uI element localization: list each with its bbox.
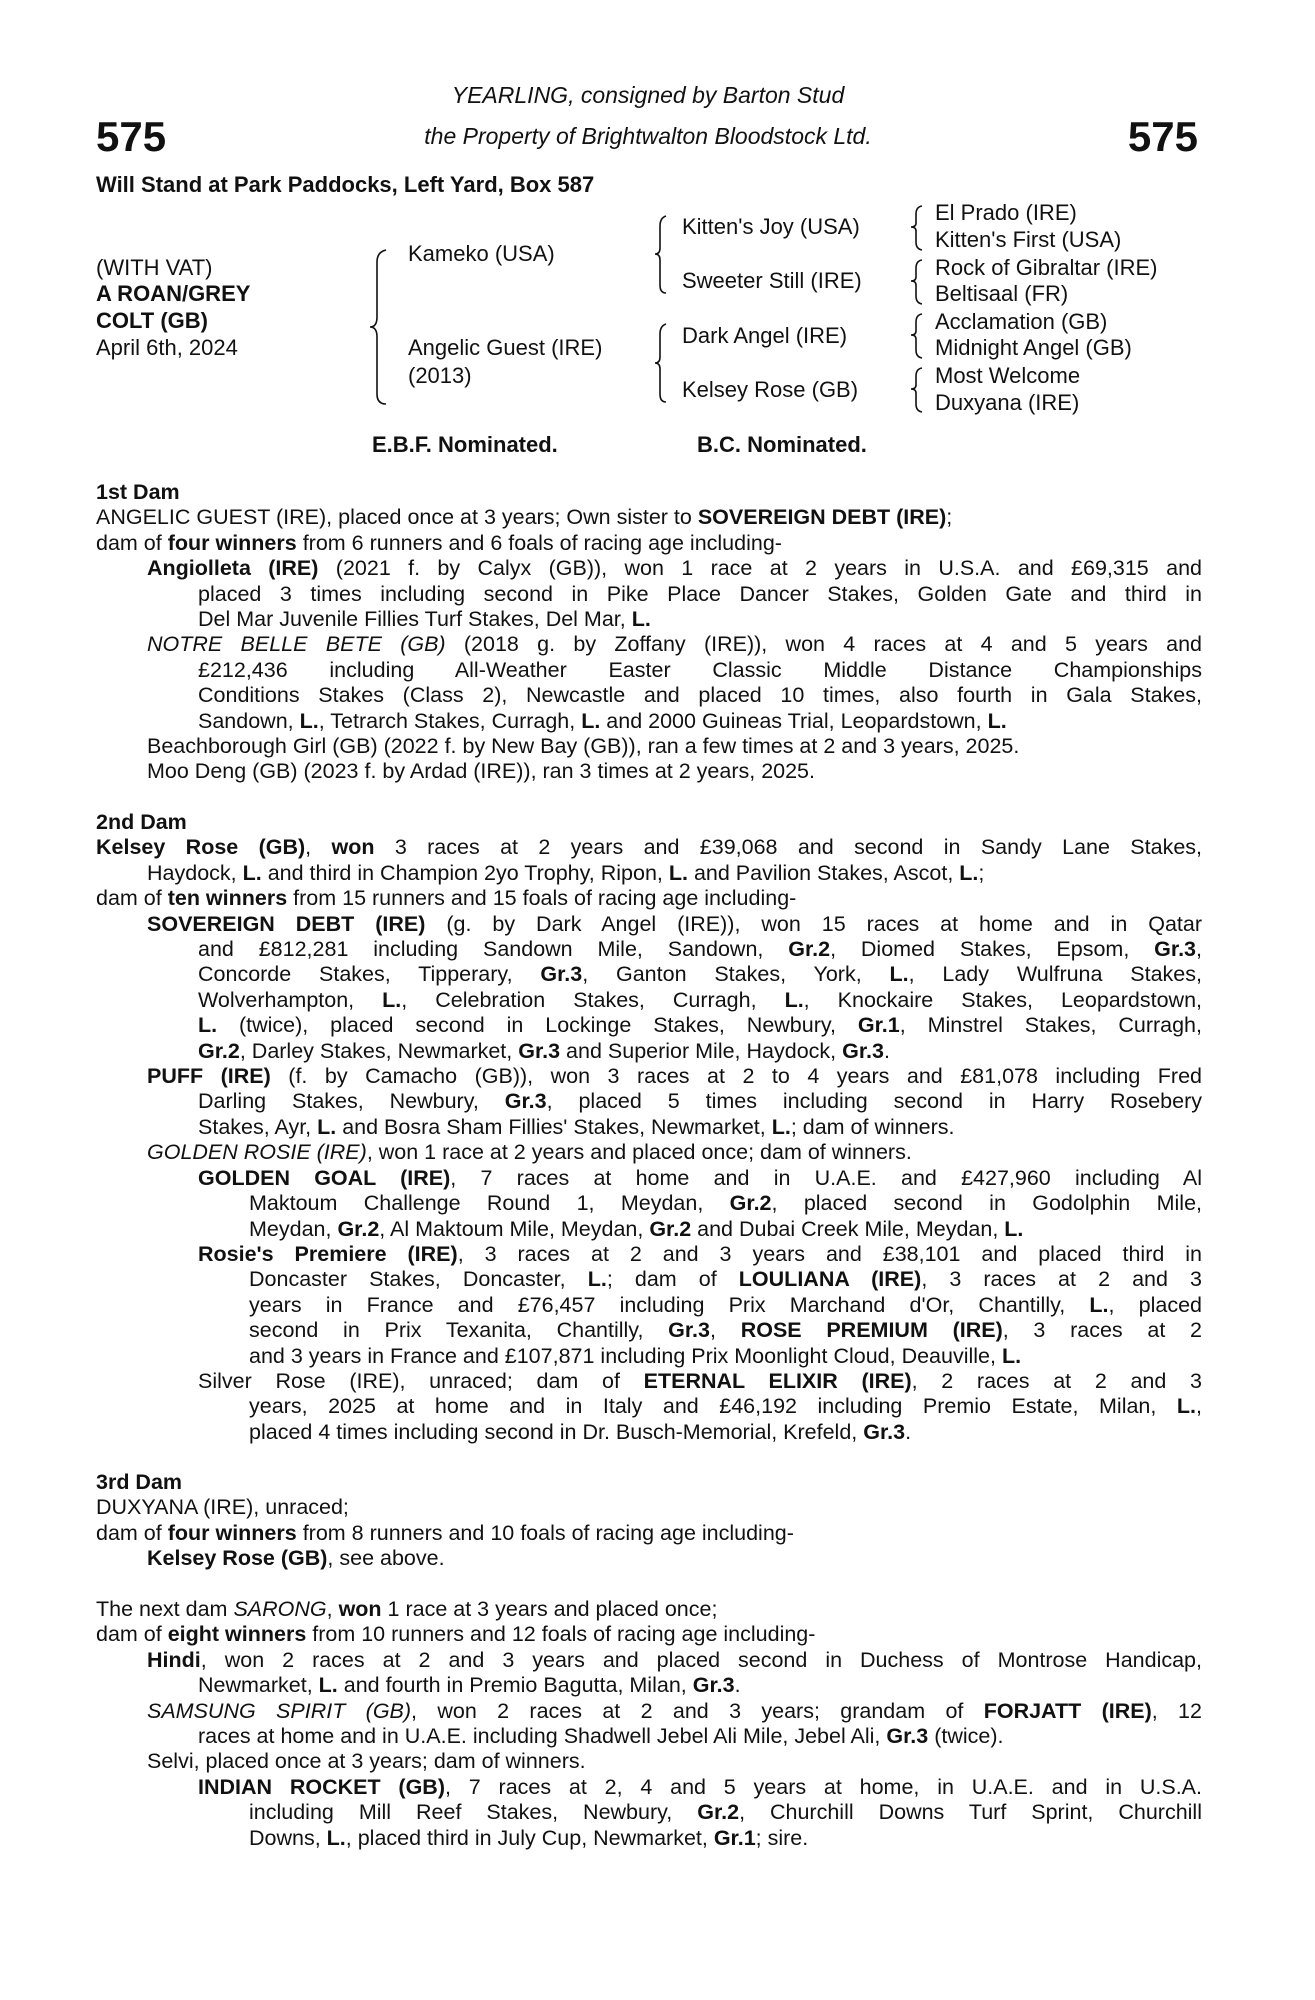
text: , Knockaire Stakes, Leopardstown,: [803, 987, 1202, 1012]
entry-line: [198, 658, 1202, 683]
bold-text: Gr.1: [713, 1825, 756, 1850]
text: , Al Maktoum Mile, Meydan,: [379, 1216, 650, 1241]
bold-text: L.: [581, 708, 601, 733]
text: ,: [305, 835, 332, 860]
pedigree-entry: [96, 1749, 1202, 1774]
entry-line: [96, 531, 1202, 556]
text: 1 race at 3 years and placed once;: [381, 1597, 718, 1621]
text: races at home and in U.A.E. including Shadwell Jebel Ali Mile, Jebel Ali,: [198, 1724, 887, 1749]
location: Will Stand at Park Paddocks, Left Yard, Box 587: [96, 172, 595, 197]
text: (2018 g. by Zoffany (IRE)), won 4 races at 4 and 5 years and: [445, 632, 1202, 657]
text: and Pavilion Stakes, Ascot,: [687, 860, 960, 885]
bold-text: Gr.3: [504, 1089, 547, 1114]
entry-line: [249, 1800, 1202, 1825]
consignor-line: YEARLING, consigned by Barton Stud: [451, 82, 845, 108]
bold-text: Gr.1: [857, 1013, 900, 1038]
entry-line: [96, 1597, 1202, 1622]
text: ANGELIC GUEST (IRE), placed once at 3 years; Own sister to: [96, 505, 698, 530]
bold-text: Gr.3: [886, 1724, 929, 1749]
pedigree-entry: [96, 1648, 1202, 1699]
entry-line: [198, 683, 1202, 708]
text: placed 3 times including second in Pike Place Dancer Stakes, Golden Gate and third in: [198, 581, 1202, 606]
text: , placed: [1108, 1292, 1202, 1317]
bold-text: L.: [784, 987, 804, 1012]
bold-text: GOLDEN GOAL (IRE): [198, 1165, 451, 1190]
lot-number-left: 575: [96, 113, 167, 160]
text: ; dam of: [606, 1267, 739, 1292]
italic-text: SAMSUNG SPIRIT (GB): [147, 1698, 412, 1723]
brace-gen3-3: [911, 314, 922, 358]
pedigree-entry: [96, 835, 1202, 886]
pedigree-dam-sire: Dark Angel (IRE): [682, 323, 848, 348]
bold-text: Gr.2: [697, 1800, 740, 1825]
entry-line: [198, 1115, 1202, 1140]
pedigree-entry: [96, 1699, 1202, 1750]
text: from 10 runners and 12 foals of racing age including-: [306, 1622, 816, 1647]
text: , Churchill Downs Turf Sprint, Churchill: [739, 1800, 1202, 1825]
entry-line: [198, 607, 1202, 632]
text: and £812,281 including Sandown Mile, Sandown,: [198, 937, 789, 962]
section-3rd-dam: [96, 1470, 1202, 1572]
italic-text: SARONG: [233, 1597, 327, 1621]
pedigree-dam-year: (2013): [408, 363, 472, 388]
entry-line: [147, 861, 1202, 886]
bold-text: L.: [1004, 1216, 1024, 1241]
bold-text: Gr.2: [649, 1216, 692, 1241]
text: ; dam of winners.: [790, 1114, 955, 1139]
text: , 7 races at 2, 4 and 5 years at home, in U.A.E. and in U.S.A.: [445, 1774, 1202, 1799]
pedigree-entry: [96, 632, 1202, 734]
text: , won 1 race at 2 years and placed once; dam of winners.: [366, 1140, 912, 1165]
entry-line: [249, 1267, 1202, 1292]
text: and Dubai Creek Mile, Meydan,: [691, 1216, 1005, 1241]
entry-line: [198, 1724, 1202, 1749]
text: Haydock,: [147, 860, 243, 885]
entry-line: [96, 886, 1202, 911]
bold-text: won: [338, 1597, 382, 1621]
bold-text: SOVEREIGN DEBT (IRE): [147, 911, 426, 936]
text: Newmarket,: [198, 1673, 319, 1698]
entry-line: [147, 1648, 1202, 1673]
bold-text: SOVEREIGN DEBT (IRE): [697, 505, 947, 530]
bold-text: L.: [668, 860, 688, 885]
ebf-nomination: E.B.F. Nominated.: [372, 432, 558, 457]
text: Sandown,: [198, 708, 300, 733]
bold-text: ETERNAL ELIXIR (IRE): [643, 1368, 912, 1393]
entry-line: [147, 734, 1202, 759]
brace-gen3-2: [911, 260, 922, 304]
pedigree-entry: [96, 1064, 1202, 1140]
text: years, 2025 at home and in Italy and £46,192 including Premio Estate, Milan,: [249, 1394, 1177, 1419]
text: (twice).: [928, 1724, 1004, 1749]
text: including Mill Reef Stakes, Newbury,: [249, 1800, 698, 1825]
pedigree-entry: [96, 1140, 1202, 1165]
bold-text: L.: [631, 607, 651, 632]
text: Downs,: [249, 1825, 327, 1850]
bold-text: Kelsey Rose (GB): [147, 1546, 328, 1571]
bold-text: won: [331, 835, 375, 860]
entry-line: [198, 1039, 1202, 1064]
pedigree-entry: [96, 1369, 1202, 1445]
bc-nomination: B.C. Nominated.: [697, 432, 867, 457]
entry-line: [147, 632, 1202, 657]
bold-text: ROSE PREMIUM (IRE): [740, 1318, 1003, 1343]
entry-line: [96, 505, 1202, 530]
text: and fourth in Premio Bagutta, Milan,: [337, 1673, 693, 1698]
pedigree-sire: Kameko (USA): [408, 241, 555, 266]
bold-text: Gr.2: [198, 1038, 240, 1063]
text: ,: [326, 1597, 339, 1621]
text: , Darley Stakes, Newmarket,: [239, 1038, 519, 1063]
text: (twice), placed second in Lockinge Stakes, Newbury,: [217, 1013, 858, 1038]
text: .: [905, 1419, 912, 1444]
pedigree-gen3-2: Kitten's First (USA): [935, 227, 1122, 252]
pedigree-entry: [96, 556, 1202, 632]
bold-text: Gr.2: [337, 1216, 380, 1241]
pedigree-entry: [96, 734, 1202, 759]
pedigree-entry: [96, 912, 1202, 1064]
brace-gen2-sire: [655, 216, 666, 293]
text: , see above.: [327, 1546, 445, 1571]
bold-text: Angiolleta (IRE): [147, 556, 319, 581]
brace-gen1: [370, 250, 386, 404]
text: second in Prix Texanita, Chantilly,: [249, 1318, 669, 1343]
bold-text: L.: [242, 860, 262, 885]
foaling-date: April 6th, 2024: [96, 335, 238, 360]
pedigree-entry: [96, 1495, 1202, 1520]
text: Beachborough Girl (GB) (2022 f. by New Bay (GB)), ran a few times at 2 and 3 years, 2025.: [147, 734, 1020, 759]
text: dam of: [96, 1622, 168, 1647]
text: , Lady Wulfruna Stakes,: [908, 962, 1202, 987]
pedigree-gen3-8: Duxyana (IRE): [935, 390, 1080, 415]
bold-text: eight winners: [167, 1622, 307, 1647]
entry-line: [198, 1013, 1202, 1038]
section-heading: 1st Dam: [96, 480, 180, 504]
bold-text: L.: [299, 708, 319, 733]
bold-text: L.: [771, 1114, 791, 1139]
text: Silver Rose (IRE), unraced; dam of: [198, 1368, 644, 1393]
text: and Bosra Sham Fillies' Stakes, Newmarket,: [336, 1114, 772, 1139]
text: (2021 f. by Calyx (GB)), won 1 race at 2 years in U.S.A. and £69,315 and: [318, 556, 1202, 581]
text: ,: [1196, 1394, 1202, 1419]
entry-line: [198, 1089, 1202, 1114]
bold-text: L.: [326, 1825, 346, 1850]
entry-line: [147, 759, 1202, 784]
text: Wolverhampton,: [198, 987, 383, 1012]
pedigree-gen3-1: El Prado (IRE): [935, 200, 1077, 225]
bold-text: Gr.2: [788, 937, 831, 962]
text: Conditions Stakes (Class 2), Newcastle and placed 10 times, also fourth in Gala Stakes,: [198, 683, 1202, 708]
pedigree-entry: [96, 1521, 1202, 1546]
text: years in France and £76,457 including Prix Marchand d'Or, Chantilly,: [249, 1292, 1090, 1317]
entry-line: [198, 1166, 1202, 1191]
entry-line: [147, 912, 1202, 937]
text: Del Mar Juvenile Fillies Turf Stakes, Del Mar,: [198, 607, 632, 632]
entry-line: [249, 1344, 1202, 1369]
pedigree-gen3-3: Rock of Gibraltar (IRE): [935, 255, 1158, 280]
bold-text: Gr.3: [668, 1318, 710, 1343]
bold-text: L.: [382, 987, 402, 1012]
horse-sex: COLT (GB): [96, 308, 209, 333]
text: Stakes, Ayr,: [198, 1114, 318, 1139]
brace-gen2-dam: [655, 324, 666, 402]
entry-line: [198, 582, 1202, 607]
bold-text: L.: [318, 1673, 338, 1698]
section-heading: 2nd Dam: [96, 810, 187, 834]
entry-line: [198, 709, 1202, 734]
entry-line: [198, 1775, 1202, 1800]
section-1st-dam: [96, 480, 1202, 785]
italic-text: GOLDEN ROSIE (IRE): [147, 1140, 367, 1165]
text: DUXYANA (IRE), unraced;: [96, 1495, 349, 1520]
text: , Diomed Stakes, Epsom,: [830, 937, 1155, 962]
text: , Minstrel Stakes, Curragh,: [899, 1013, 1202, 1038]
italic-text: NOTRE BELLE BETE (GB): [147, 632, 446, 657]
pedigree-entry: [96, 759, 1202, 784]
text: Maktoum Challenge Round 1, Meydan,: [249, 1191, 730, 1216]
entry-line: [249, 1420, 1202, 1445]
brace-gen3-4: [911, 368, 922, 412]
pedigree-entry: [96, 1166, 1202, 1242]
bold-text: Hindi: [147, 1647, 201, 1672]
text: , placed second in Godolphin Mile,: [771, 1191, 1202, 1216]
text: from 8 runners and 10 foals of racing age including-: [296, 1520, 794, 1545]
pedigree-sire-sire: Kitten's Joy (USA): [682, 214, 860, 239]
text: ;: [978, 860, 985, 885]
bold-text: ten winners: [167, 886, 288, 911]
text: Meydan,: [249, 1216, 338, 1241]
bold-text: LOULIANA (IRE): [738, 1267, 922, 1292]
pedigree-gen3-4: Beltisaal (FR): [935, 281, 1069, 306]
bold-text: INDIAN ROCKET (GB): [198, 1774, 445, 1799]
section-2nd-dam: [96, 810, 1202, 1445]
bold-text: Gr.3: [540, 962, 583, 987]
horse-description: A ROAN/GREY: [96, 281, 251, 306]
pedigree-sire-dam: Sweeter Still (IRE): [682, 268, 862, 293]
bold-text: L.: [1001, 1343, 1022, 1368]
lot-number-right: 575: [1127, 113, 1198, 160]
pedigree-entry: [96, 505, 1202, 530]
text: 3 races at 2 years and £39,068 and second in Sandy Lane Stakes,: [374, 835, 1203, 860]
bold-text: Rosie's Premiere (IRE): [198, 1241, 458, 1266]
bold-text: L.: [1176, 1394, 1197, 1419]
text: Selvi, placed once at 3 years; dam of winners.: [147, 1749, 586, 1774]
text: , 12: [1151, 1698, 1202, 1723]
entry-line: [249, 1826, 1202, 1851]
text: from 15 runners and 15 foals of racing age including-: [287, 886, 797, 911]
bold-text: four winners: [167, 1520, 297, 1545]
pedigree-entry: [96, 531, 1202, 556]
bold-text: L.: [889, 962, 909, 987]
entry-line: [147, 1064, 1202, 1089]
bold-text: L.: [587, 1267, 607, 1292]
text: , 3 races at 2: [1002, 1318, 1202, 1343]
entry-line: [147, 1749, 1202, 1774]
text: placed 4 times including second in Dr. Busch-Memorial, Krefeld,: [249, 1419, 864, 1444]
bold-text: FORJATT (IRE): [983, 1698, 1152, 1723]
entry-line: [198, 1673, 1202, 1698]
entry-line: [147, 1699, 1202, 1724]
text: , 2 races at 2 and 3: [911, 1368, 1202, 1393]
text: £212,436 including All-Weather Easter Classic Middle Distance Championships: [198, 657, 1202, 682]
bold-text: PUFF (IRE): [147, 1064, 271, 1089]
text: , 3 races at 2 and 3 years and £38,101 and placed third in: [457, 1241, 1202, 1266]
text: dam of: [96, 886, 168, 911]
text: and Superior Mile, Haydock,: [560, 1038, 843, 1063]
text: ,: [710, 1318, 741, 1343]
text: Concorde Stakes, Tipperary,: [198, 962, 541, 987]
text: ,: [1196, 937, 1202, 962]
entry-line: [198, 1369, 1202, 1394]
pedigree-entry: [96, 1242, 1202, 1369]
pedigree-entry: [96, 1546, 1202, 1571]
vat-note: (WITH VAT): [96, 255, 213, 280]
entry-line: [249, 1394, 1202, 1419]
text: , Celebration Stakes, Curragh,: [401, 987, 785, 1012]
entry-line: [147, 1140, 1202, 1165]
text: , placed 5 times including second in Harry Rosebery: [546, 1089, 1202, 1114]
text: , 3 races at 2 and 3: [921, 1267, 1203, 1292]
bold-text: L.: [1089, 1292, 1109, 1317]
brace-gen3-1: [911, 206, 922, 250]
bold-text: L.: [198, 1013, 218, 1038]
text: Doncaster Stakes, Doncaster,: [249, 1267, 588, 1292]
entry-line: [198, 937, 1202, 962]
bold-text: Gr.3: [692, 1673, 735, 1698]
pedigree-entry: [96, 1622, 1202, 1647]
text: , placed third in July Cup, Newmarket,: [345, 1825, 714, 1850]
bold-text: Gr.3: [1154, 937, 1197, 962]
entry-line: [96, 835, 1202, 860]
pedigree-gen3-5: Acclamation (GB): [935, 309, 1108, 334]
entry-line: [198, 962, 1202, 987]
bold-text: L.: [959, 860, 979, 885]
entry-line: [147, 556, 1202, 581]
bold-text: Gr.2: [729, 1191, 772, 1216]
entry-line: [96, 1622, 1202, 1647]
text: and 2000 Guineas Trial, Leopardstown,: [600, 708, 988, 733]
text: , won 2 races at 2 and 3 years and placed second in Duchess of Montrose Handicap,: [200, 1647, 1202, 1672]
bold-text: four winners: [167, 530, 297, 555]
text: dam of: [96, 530, 168, 555]
text: .: [883, 1038, 890, 1063]
text: from 6 runners and 6 foals of racing age including-: [296, 530, 782, 555]
entry-line: [249, 1318, 1202, 1343]
text: , Tetrarch Stakes, Curragh,: [318, 708, 582, 733]
section-next-dam: [96, 1597, 1202, 1851]
bold-text: L.: [317, 1114, 337, 1139]
pedigree-gen3-7: Most Welcome: [935, 363, 1081, 388]
entry-line: [96, 1495, 1202, 1520]
text: and 3 years in France and £107,871 including Prix Moonlight Cloud, Deauville,: [249, 1343, 1002, 1368]
bold-text: L.: [987, 708, 1007, 733]
property-line: the Property of Brightwalton Bloodstock Ltd.: [424, 123, 872, 149]
bold-text: Kelsey Rose (GB): [96, 835, 306, 860]
pedigree-gen3-6: Midnight Angel (GB): [935, 335, 1132, 360]
bold-text: Gr.3: [842, 1038, 884, 1063]
text: dam of: [96, 1520, 168, 1545]
entry-line: [198, 988, 1202, 1013]
bold-text: Gr.3: [863, 1419, 906, 1444]
entry-line: [96, 1521, 1202, 1546]
entry-line: [198, 1242, 1202, 1267]
text: , 7 races at home and in U.A.E. and £427,960 including Al: [450, 1165, 1202, 1190]
text: (f. by Camacho (GB)), won 3 races at 2 to 4 years and £81,078 including Fred: [270, 1064, 1202, 1089]
section-heading: 3rd Dam: [96, 1470, 183, 1494]
pedigree-entry: [96, 1775, 1202, 1851]
text: The next dam: [96, 1597, 234, 1621]
pedigree-entry: [96, 1597, 1202, 1622]
entry-line: [249, 1191, 1202, 1216]
text: ; sire.: [755, 1825, 809, 1850]
text: Darling Stakes, Newbury,: [198, 1089, 505, 1114]
text: (g. by Dark Angel (IRE)), won 15 races at home and in Qatar: [425, 911, 1203, 936]
bold-text: Gr.3: [518, 1038, 561, 1063]
text: ;: [946, 505, 953, 530]
text: , Ganton Stakes, York,: [582, 962, 890, 987]
pedigree-dam: Angelic Guest (IRE): [408, 335, 603, 360]
entry-line: [147, 1546, 1202, 1571]
pedigree-dam-dam: Kelsey Rose (GB): [682, 377, 859, 402]
entry-line: [249, 1217, 1202, 1242]
text: , won 2 races at 2 and 3 years; grandam of: [411, 1698, 984, 1723]
entry-line: [249, 1293, 1202, 1318]
text: and third in Champion 2yo Trophy, Ripon,: [261, 860, 669, 885]
text: .: [734, 1673, 741, 1698]
text: Moo Deng (GB) (2023 f. by Ardad (IRE)), ran 3 times at 2 years, 2025.: [147, 759, 815, 784]
pedigree-entry: [96, 886, 1202, 911]
